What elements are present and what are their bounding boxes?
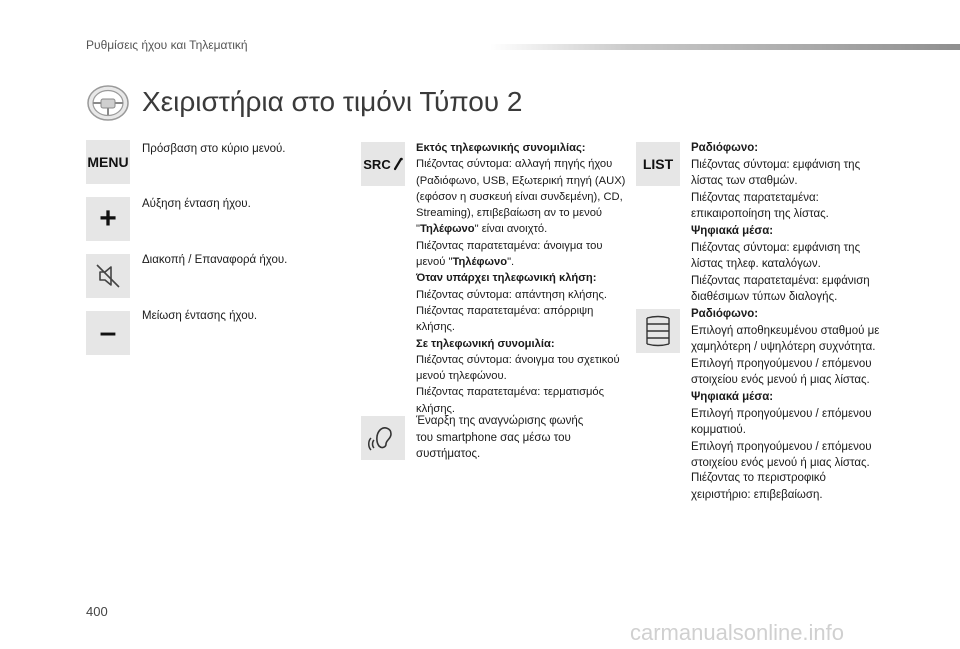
list-description [691, 140, 931, 306]
list-line: λίστας των σταθμών. [691, 175, 798, 188]
thumbwheel-key [636, 309, 680, 353]
minus-icon: – [99, 316, 117, 349]
plus-icon: + [99, 202, 117, 235]
wheel-line: Επιλογή προηγούμενου / επόμενου [691, 407, 872, 420]
src-text: ". [507, 256, 515, 269]
src-line: Πιέζοντας παρατεταμένα: άνοιγμα του [416, 239, 603, 252]
src-line: Πιέζοντας παρατεταμένα: τερματισμός [416, 386, 605, 399]
wheel-line: Επιλογή προηγούμενου / επόμενου [691, 440, 872, 453]
list-key-label: LIST [642, 156, 674, 172]
voice-line: συστήματος. [416, 448, 481, 461]
wheel-line: στοιχείου ενός μενού ή μιας λίστας. [691, 374, 870, 387]
list-heading-radio: Ραδιόφωνο: [691, 142, 759, 154]
volume-down-description: Μείωση έντασης ήχου. [142, 310, 258, 322]
wheel-line: Επιλογή προηγούμενου / επόμενου [691, 357, 872, 370]
steering-wheel-icon [86, 84, 130, 122]
src-line [416, 221, 646, 237]
wheel-line: Επιλογή αποθηκευμένου σταθμού με [691, 324, 880, 337]
volume-up-description: Αύξηση ένταση ήχου. [142, 198, 251, 210]
list-line: επικαιροποίηση της λίστας. [691, 208, 829, 221]
voice-line: του smartphone σας μέσω του [416, 431, 571, 444]
src-bold: Τηλέφωνο [419, 223, 475, 236]
wheel-heading-radio: Ραδιόφωνο: [691, 308, 759, 320]
list-line: Πιέζοντας σύντομα: εμφάνιση της [691, 158, 861, 171]
list-line: Πιέζοντας σύντομα: εμφάνιση της [691, 241, 861, 254]
wheel-line: κομματιού. [691, 424, 746, 437]
list-heading-media: Ψηφιακά μέσα: [691, 224, 774, 237]
thumbwheel-description [691, 306, 931, 472]
src-line: (Ραδιόφωνο, USB, Εξωτερική πηγή (AUX) [416, 174, 626, 187]
wheel-line: χαμηλότερη / υψηλότερη συχνότητα. [691, 341, 876, 354]
phone-handset-icon [393, 157, 403, 171]
section-header: Ρυθμίσεις ήχου και Τηλεματική [86, 38, 248, 52]
src-line: κλήσης. [416, 321, 456, 334]
volume-down-key [86, 311, 130, 355]
src-description [416, 140, 646, 417]
page-title: Χειριστήρια στο τιμόνι Τύπου 2 [142, 86, 523, 117]
src-line: μενού τηλεφώνου. [416, 370, 507, 383]
src-key-label: SRC [363, 156, 391, 172]
menu-description: Πρόσβαση στο κύριο μενού. [142, 143, 286, 155]
menu-key-label: MENU [87, 154, 129, 170]
mute-description: Διακοπή / Επαναφορά ήχου. [142, 254, 288, 266]
src-heading-off-call: Εκτός τηλεφωνικής συνομιλίας: [416, 142, 586, 154]
mute-key [86, 254, 130, 298]
volume-up-key [86, 197, 130, 241]
wheel-line: στοιχείου ενός μενού ή μιας λίστας. [691, 457, 870, 470]
src-text: μενού " [416, 256, 453, 269]
voice-line: Έναρξη της αναγνώρισης φωνής [416, 415, 584, 427]
src-key [361, 142, 405, 186]
list-line: Πιέζοντας παρατεταμένα: [691, 191, 819, 204]
list-line: λίστας τηλεφ. καταλόγων. [691, 258, 821, 271]
src-text: " [416, 223, 420, 236]
press-line: Πιέζοντας το περιστροφικό [691, 472, 826, 484]
src-text: " είναι ανοιχτό. [474, 223, 548, 236]
voice-key [361, 416, 405, 460]
src-line: Πιέζοντας σύντομα: αλλαγή πηγής ήχου [416, 158, 613, 171]
press-line: χειριστήριο: επιβεβαίωση. [691, 488, 823, 501]
header-rule [490, 44, 960, 50]
src-line: κλήσης. [416, 402, 456, 415]
src-line: (εφόσον η συσκευή είναι συνδεμένη), CD, [416, 190, 623, 203]
mute-icon [93, 261, 123, 291]
list-line: διαθέσιμων τύπων διαλογής. [691, 291, 838, 304]
src-line: Πιέζοντας σύντομα: άνοιγμα του σχετικού [416, 353, 620, 366]
src-bold: Τηλέφωνο [452, 256, 508, 269]
src-heading-in-call: Σε τηλεφωνική συνομιλία: [416, 337, 555, 350]
wheel-heading-media: Ψηφιακά μέσα: [691, 390, 774, 403]
list-line: Πιέζοντας παρατεταμένα: εμφάνιση [691, 274, 870, 287]
thumbwheel-icon [643, 314, 673, 348]
src-line: Πιέζοντας παρατεταμένα: απόρριψη [416, 304, 594, 317]
src-line: Πιέζοντας σύντομα: απάντηση κλήσης. [416, 288, 608, 301]
src-line: Streaming), επιβεβαίωση αν το μενού [416, 207, 603, 220]
voice-recognition-icon [367, 422, 399, 454]
page-number: 400 [86, 604, 108, 619]
src-line [416, 254, 646, 270]
press-wheel-description [691, 470, 931, 503]
list-key [636, 142, 680, 186]
voice-description [416, 413, 646, 463]
src-heading-incoming-call: Όταν υπάρχει τηλεφωνική κλήση: [416, 272, 597, 285]
watermark: carmanualsonline.info [630, 620, 845, 645]
menu-key [86, 140, 130, 184]
